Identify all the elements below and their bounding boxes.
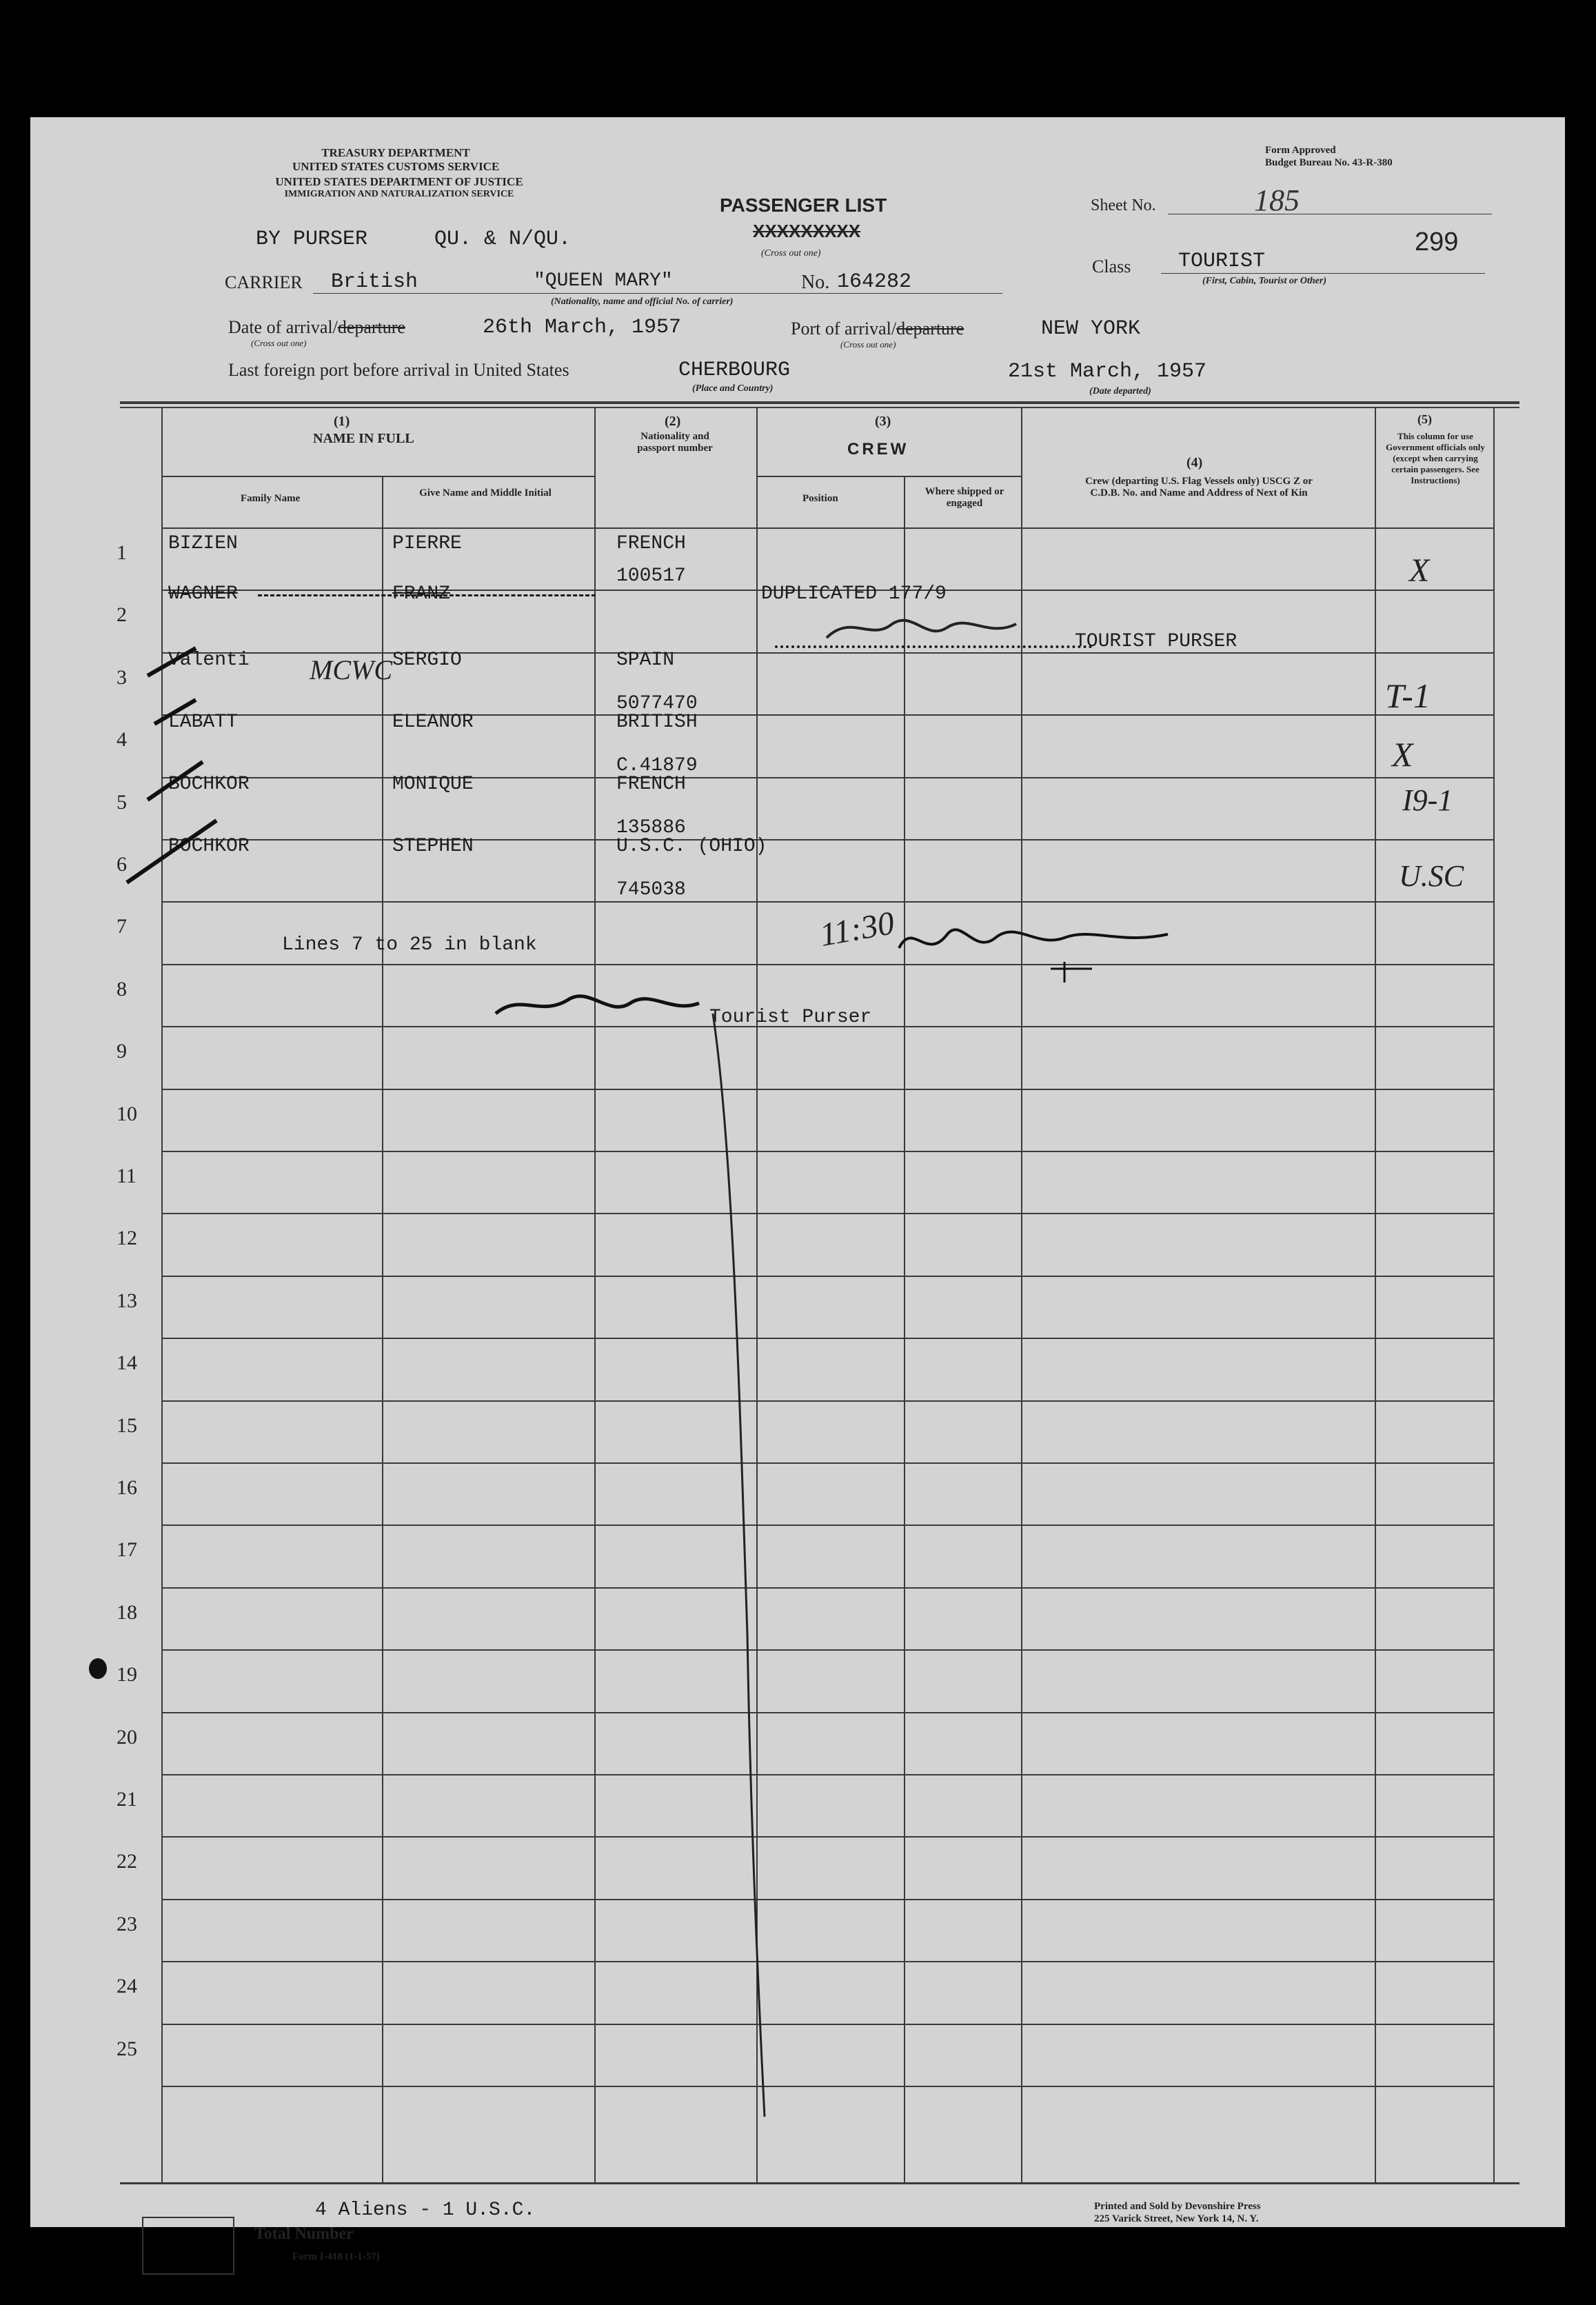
cross-out-caption: (Cross out one) xyxy=(761,248,821,259)
port-label: Port of arrival/departure xyxy=(791,319,964,339)
form-number: Form I-418 (1-1-57) xyxy=(292,2251,380,2262)
line-number: 4 xyxy=(117,728,127,751)
entry-3-given: SERGIO xyxy=(392,650,462,671)
col4-title: Crew (departing U.S. Flag Vessels only) USCG Z or C.D.B. No. and Name and Address of Next of Kin xyxy=(1085,476,1313,499)
by-purser: BY PURSER xyxy=(256,228,368,251)
entry-4-family: LABATT xyxy=(168,712,238,733)
col2-title: Nationality and passport number xyxy=(637,431,713,454)
departed-value: 21st March, 1957 xyxy=(1008,360,1207,383)
line-number: 17 xyxy=(117,1538,137,1561)
printer-line-2: 225 Varick Street, New York 14, N. Y. xyxy=(1094,2213,1259,2224)
carrier-nationality: British xyxy=(331,270,418,294)
printer-line-1: Printed and Sold by Devonshire Press xyxy=(1094,2201,1261,2212)
col3b-title: Where shipped or engaged xyxy=(925,486,1004,509)
entry-4-nationality: BRITISH xyxy=(616,712,698,733)
entry-1-nationality: FRENCH xyxy=(616,533,686,554)
entry-5-passport: 135886 xyxy=(616,817,686,838)
blank-lines-note: Lines 7 to 25 in blank xyxy=(282,934,537,956)
line-number: 15 xyxy=(117,1414,137,1437)
vessel-no-label: No. xyxy=(801,272,830,293)
tourist-purser-note: Tourist Purser xyxy=(709,1007,872,1028)
line-number: 16 xyxy=(117,1476,137,1499)
entry-2-duplicated: DUPLICATED 177/9 xyxy=(761,583,947,605)
entry-6-passport: 745038 xyxy=(616,879,686,900)
form-title-struck: XXXXXXXXX xyxy=(753,221,861,241)
vessel-no: 164282 xyxy=(837,270,912,294)
col2-number: (2) xyxy=(665,414,681,429)
col3-number: (3) xyxy=(875,414,891,429)
form-title: PASSENGER LIST xyxy=(720,194,887,216)
last-port-caption: (Place and Country) xyxy=(692,383,774,394)
entry-1-passport: 100517 xyxy=(616,565,686,587)
agency-line-4: IMMIGRATION AND NATURALIZATION SERVICE xyxy=(284,189,514,199)
budget-bureau: Budget Bureau No. 43-R-380 xyxy=(1265,157,1393,168)
line-number: 8 xyxy=(117,978,127,1000)
line-number: 9 xyxy=(117,1040,127,1063)
entry-5-nationality: FRENCH xyxy=(616,774,686,795)
col5-number: (5) xyxy=(1417,412,1432,426)
last-port-value: CHERBOURG xyxy=(678,359,791,382)
entry-3-hand-note: MCWC xyxy=(310,654,392,685)
sheet-label: Sheet No. xyxy=(1091,197,1156,214)
entry-1-given: PIERRE xyxy=(392,533,462,554)
page-number: 299 xyxy=(1415,228,1459,256)
line-number: 14 xyxy=(117,1351,137,1374)
line-number: 7 xyxy=(117,915,127,938)
line-number: 5 xyxy=(117,791,127,814)
line-number: 10 xyxy=(117,1103,137,1125)
line-number: 20 xyxy=(117,1726,137,1749)
col4-number: (4) xyxy=(1186,455,1203,470)
class-value: TOURIST xyxy=(1178,250,1266,273)
line-number: 22 xyxy=(117,1850,137,1873)
entry-3-nationality: SPAIN xyxy=(616,650,675,671)
total-value: 4 Aliens - 1 U.S.C. xyxy=(315,2200,536,2221)
col1-title: NAME IN FULL xyxy=(313,431,414,446)
entry-6-annotation: U.SC xyxy=(1399,859,1464,893)
line-number: 2 xyxy=(117,603,127,626)
class-label: Class xyxy=(1092,256,1131,276)
entry-5-annotation: I9-1 xyxy=(1402,783,1453,817)
line-number: 19 xyxy=(117,1663,137,1686)
line-number: 23 xyxy=(117,1913,137,1935)
entry-2-tourist-purser: TOURIST PURSER xyxy=(1075,631,1238,652)
date-caption: (Cross out one) xyxy=(251,338,307,348)
line-number: 24 xyxy=(117,1975,137,1997)
form-approved: Form Approved xyxy=(1265,145,1336,156)
col1-number: (1) xyxy=(334,414,350,429)
agency-line-1: TREASURY DEPARTMENT xyxy=(321,146,470,159)
passenger-list-form xyxy=(30,117,1565,2262)
entry-5-family: BOCHKOR xyxy=(168,774,250,795)
line-number: 13 xyxy=(117,1289,137,1312)
vessel-caption: (Nationality, name and official No. of carrier) xyxy=(551,296,734,307)
vessel-name: "QUEEN MARY" xyxy=(534,270,673,292)
line-number: 18 xyxy=(117,1601,137,1624)
last-port-label: Last foreign port before arrival in United States xyxy=(228,360,569,380)
col1a-title: Family Name xyxy=(241,493,301,504)
entry-3-family: Valenti xyxy=(168,650,250,671)
port-value: NEW YORK xyxy=(1041,317,1141,341)
col5-title: This column for use Government officials only (except when carrying certain passengers. See Instructions) xyxy=(1386,431,1485,485)
entry-6-nationality: U.S.C. (OHIO) xyxy=(616,836,767,857)
port-caption: (Cross out one) xyxy=(840,339,896,350)
total-box xyxy=(142,2217,234,2275)
entry-4-passport: C.41879 xyxy=(616,755,698,776)
line-number: 12 xyxy=(117,1227,137,1249)
line-number: 25 xyxy=(117,2037,137,2060)
line-number: 3 xyxy=(117,666,127,689)
departed-caption: (Date departed) xyxy=(1089,386,1151,396)
handwritten-time: 11:30 xyxy=(817,904,898,954)
arrival-date: 26th March, 1957 xyxy=(483,316,682,339)
entry-6-given: STEPHEN xyxy=(392,836,474,857)
total-label: Total Number xyxy=(254,2225,354,2243)
col1b-title: Give Name and Middle Initial xyxy=(419,487,552,499)
sheet-number: 185 xyxy=(1254,183,1300,217)
class-caption: (First, Cabin, Tourist or Other) xyxy=(1202,276,1326,286)
entry-4-annotation: X xyxy=(1392,735,1413,774)
entry-4-given: ELEANOR xyxy=(392,712,474,733)
col3a-title: Position xyxy=(802,493,838,504)
line-number: 1 xyxy=(117,541,127,564)
carrier-label: CARRIER xyxy=(225,272,303,292)
entry-5-given: MONIQUE xyxy=(392,774,474,795)
agency-line-3: UNITED STATES DEPARTMENT OF JUSTICE xyxy=(275,175,523,188)
line-number: 6 xyxy=(117,853,127,876)
line-number: 21 xyxy=(117,1788,137,1811)
quota-label: QU. & N/QU. xyxy=(434,228,572,251)
date-label: Date of arrival/departure xyxy=(228,317,405,337)
entry-3-passport: 5077470 xyxy=(616,693,698,714)
line-number: 11 xyxy=(117,1165,137,1187)
entry-2-family: WAGNER xyxy=(168,583,238,605)
pen-line xyxy=(30,117,1565,2227)
entry-6-family: BOCHKOR xyxy=(168,836,250,857)
entry-2-given: FRANZ xyxy=(392,583,451,605)
punch-hole xyxy=(89,1658,107,1679)
entry-3-annotation: T-1 xyxy=(1385,676,1431,715)
entry-1-family: BIZIEN xyxy=(168,533,238,554)
col3-title: CREW xyxy=(847,440,909,459)
entry-1-annotation: X xyxy=(1409,552,1430,589)
agency-line-2: UNITED STATES CUSTOMS SERVICE xyxy=(292,160,500,173)
